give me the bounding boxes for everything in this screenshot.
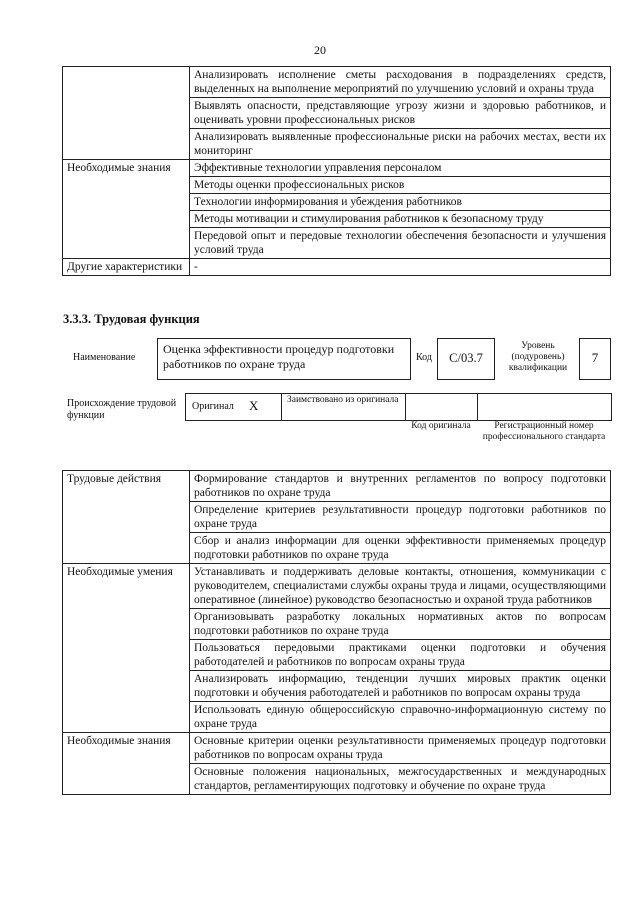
level-value-box [579,338,611,380]
table-cell: Сбор и анализ информации для оценки эффективности применяемых процедур подготовки работников по охране труда [190,533,611,564]
row-label-actions: Трудовые действия [63,471,190,564]
level-label: Уровень (подуровень) квалификации [508,341,568,373]
registration-number-box [477,393,612,421]
table-cell: Пользоваться передовыми практиками оценки подготовки и обучения работодателей и работников по вопросам охраны труда [190,640,611,671]
code-caption: Код оригинала [411,421,471,431]
table-cell: Использовать единую общероссийскую справочно-информационную систему по охране труда [190,702,611,733]
table-cell: Формирование стандартов и внутренних регламентов по вопросу подготовки работников по охране труда [190,471,611,502]
name-label: Наименование [73,352,136,363]
table-cell: Основные положения национальных, межгосударственных и международных стандартов, регламентирующих подготовку и обучение по охране труда [190,764,611,795]
row-label-knowledge: Необходимые знания [63,733,190,795]
table-cell: Методы оценки профессиональных рисков [190,177,611,194]
table-cell: Технологии информирования и убеждения работников [190,194,611,211]
name-value: Оценка эффективности процедур подготовки работников по охране труда [163,342,395,371]
original-label: Оригинал [192,401,234,412]
section-heading: 3.3.3. Трудовая функция [63,312,200,326]
code-label: Код [416,352,432,363]
page-number: 20 [314,43,326,57]
level-value: 7 [591,350,599,365]
row-label-empty [63,67,190,160]
origin-label: Происхождение трудовой функции [67,398,177,421]
top-requirements-table [62,66,611,276]
name-value-box [157,338,411,380]
borrowed-label: Заимствовано из оригинала [287,395,399,405]
original-mark: X [249,398,259,413]
table-cell: Выявлять опасности, представляющие угрозу жизни и здоровью работников, и оценивать уровни профессиональных рисков [190,98,611,129]
table-cell: Определение критериев результативности процедур подготовки работников по охране труда [190,502,611,533]
table-cell: Основные критерии оценки результативности применяемых процедур подготовки работников по вопросам охраны труда [190,733,611,764]
table-cell: Эффективные технологии управления персоналом [190,160,611,177]
row-label-knowledge: Необходимые знания [63,160,190,259]
code-value: C/03.7 [449,351,483,365]
code-value-box [437,338,495,380]
table-cell: Анализировать информацию, тенденции лучших мировых практик оценки подготовки и обучения работодателей и работников по вопросам охраны труда [190,671,611,702]
table-cell: Анализировать выявленные профессиональные риски на рабочих местах, вести их мониторинг [190,129,611,160]
table-cell: - [190,259,611,276]
borrowed-box [281,393,407,421]
registration-caption: Регистрационный номер профессионального стандарта [482,421,606,442]
original-box [185,393,283,421]
row-label-other: Другие характеристики [63,259,190,276]
labor-function-table [62,470,611,795]
table-cell: Анализировать исполнение сметы расходования в подразделениях средств, выделенных на выполнение мероприятий по улучшению условий и охраны труда [190,67,611,98]
table-cell: Устанавливать и поддерживать деловые контакты, отношения, коммуникации с руководителем, специалистами службы охраны труда и лицами, осуществляющими оперативное (линейное) руководство безопасностью и охраной труда работников [190,564,611,609]
table-cell: Передовой опыт и передовые технологии обеспечения безопасности и улучшения условий труда [190,228,611,259]
table-cell: Методы мотивации и стимулирования работников к безопасному труду [190,211,611,228]
origin-code-box [405,393,479,421]
table-cell: Организовывать разработку локальных нормативных актов по вопросам подготовки работников по охране труда [190,609,611,640]
row-label-skills: Необходимые умения [63,564,190,733]
